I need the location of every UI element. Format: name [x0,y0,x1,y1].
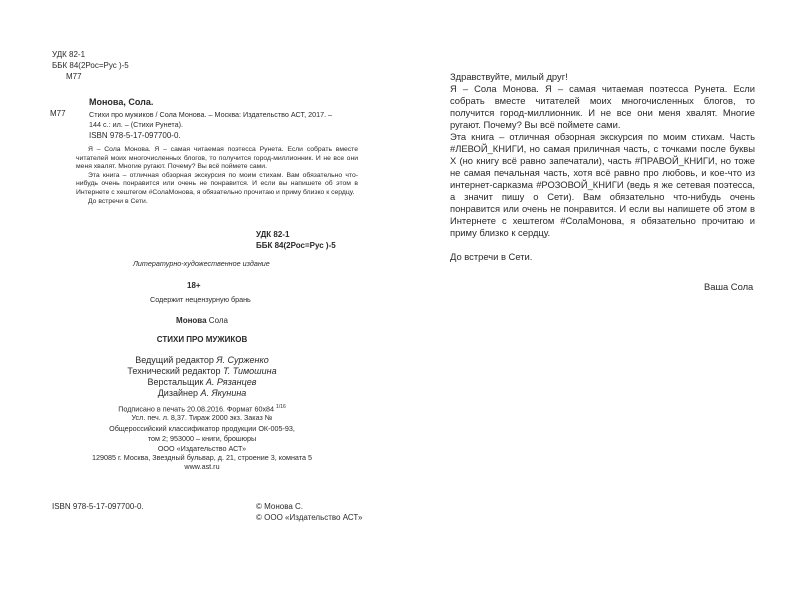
udk-code-bottom: УДК 82-1 [256,230,290,239]
signature: Ваша Сола [704,281,754,292]
foreword-paragraph: Эта книга – отличная обзорная экскурсия по моим стихам. Часть #ЛЕВОЙ_КНИГИ, но самая приличная часть, с точками после буквы Х (но книгу всё равно запечатали), часть #ПРАВОЙ_КНИГИ, но тоже не самая печальная часть, хотя всё равно про любовь, и кое-что из интернет-сарказма #РОЗОВОЙ_КНИГИ (ведь я же сетевая поэтесса, а значит пишу о Сети). Вам обязательно что-нибудь очень понравится или очень не понравится. И если вы напишете об этом в Интернете с хештегом #СолаМонова, я обязательно прочитаю и приму близко к сердцу. [450,131,755,238]
author-name [0,316,404,326]
udk-code: УДК 82-1 [52,50,86,59]
credit-role: Технический редактор [127,366,221,376]
format-fraction: 1/16 [276,404,286,410]
book-title: СТИХИ ПРО МУЖИКОВ [156,335,248,344]
annotation-paragraph: До встречи в Сети. [88,197,148,205]
credit-layout [0,377,404,388]
isbn-line: ISBN 978-5-17-097700-0. [89,131,181,140]
credit-name: А. Рязанцев [205,377,257,387]
publisher-name: ООО «Издательство АСТ» [157,444,247,453]
annotation-paragraph: Эта книга – отличная обзорная экскурсия по моим стихам. Вам обязательно что-нибудь очень понравится или очень не понравится. И если вы напишете об этом в Интернете с хештегом #СолаМонова, я обязательно прочитаю и приму близко к сердцу. [76,171,358,196]
credit-name: Т. Тимошина [223,366,277,376]
credit-role: Дизайнер [157,388,198,398]
author-heading: Монова, Сола. [89,97,154,107]
credit-editor [0,355,404,366]
author-last-name: Монова [176,316,207,325]
bbk-code-bottom: ББК 84(2Рос=Рус )-5 [256,241,336,250]
isbn-bottom: ISBN 978-5-17-097700-0. [52,502,144,511]
greeting: Здравствуйте, милый друг! [450,71,568,82]
print-info-1 [0,403,404,414]
copyright-publisher: © ООО «Издательство АСТ» [256,513,363,522]
classifier-line-1: Общероссийский классификатор продукции ОК-005-93, [109,424,295,433]
author-first-name: Сола [208,316,228,325]
credit-name: Я. Сурженко [216,355,269,365]
biblio-line-1: Стихи про мужиков / Сола Монова. – Москва: Издательство АСТ, 2017. – [89,110,333,119]
credit-name: А. Якунина [200,388,247,398]
right-page [404,0,808,589]
classifier-line-2: том 2; 953000 – книги, брошюры [147,434,257,443]
credit-tech-editor [0,366,404,377]
publisher-website: www.ast.ru [184,462,220,471]
age-rating: 18+ [187,281,201,290]
annotation-paragraph: Я – Сола Монова. Я – самая читаемая поэтесса Рунета. Если собрать вместе читателей моих многочисленных блогов, то получится город-миллионник. И не все они меня хвалят. Многие ругают. Почему? Вы всё поймете сами. [76,146,358,171]
annotation [76,146,358,206]
credit-designer [0,388,404,399]
edition-type: Литературно-художественное издание [133,259,270,268]
publisher-address: 129085 г. Москва, Звездный бульвар, д. 21, строение 3, комната 5 [92,453,312,462]
print-date-format: Подписано в печать 20.08.2016. Формат 60x84 [118,404,275,414]
content-warning: Содержит нецензурную брань [150,295,251,304]
print-info-2: Усл. печ. л. 8,37. Тираж 2000 экз. Заказ № [131,413,273,422]
credit-role: Ведущий редактор [135,355,214,365]
foreword-closing: До встречи в Сети. [450,251,533,262]
author-sign-margin: М77 [50,109,66,118]
biblio-line-2: 144 с.: ил. – (Стихи Рунета). [89,120,183,129]
author-sign-code: М77 [66,72,82,81]
copyright-author: © Монова С. [256,502,304,511]
credit-role: Верстальщик [147,377,204,387]
bbk-code: ББК 84(2Рос=Рус )-5 [52,61,129,70]
foreword-body [450,71,755,263]
foreword-paragraph: Я – Сола Монова. Я – самая читаемая поэтесса Рунета. Если собрать вместе читателей моих многочисленных блогов, то получится город-миллионник. И не все они меня хвалят. Многие ругают. Почему? Вы всё поймете сами. [450,83,755,130]
